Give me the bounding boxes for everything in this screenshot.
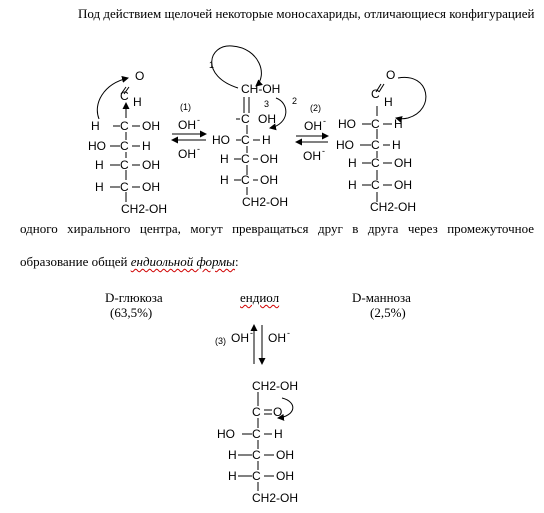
svg-text:H: H: [220, 152, 229, 166]
svg-text:HO: HO: [336, 138, 354, 152]
enediol-form-term: ендиольной формы: [130, 254, 235, 269]
svg-text:O: O: [386, 68, 396, 82]
svg-text:H: H: [392, 138, 401, 152]
svg-text:H: H: [95, 158, 104, 172]
svg-text:OH: OH: [304, 119, 322, 133]
svg-text:C: C: [371, 156, 380, 170]
svg-text:H: H: [394, 117, 403, 131]
svg-text:(1): (1): [180, 102, 191, 112]
svg-text:H: H: [91, 119, 100, 133]
svg-text:H: H: [262, 133, 271, 147]
svg-text:OH: OH: [178, 147, 196, 161]
enediol-name: ендиол: [240, 290, 280, 305]
equilibrium-arrows-3: [254, 325, 262, 364]
mannose-name: D-манноза: [352, 290, 411, 305]
svg-text:-: -: [287, 328, 290, 338]
svg-text:C: C: [120, 89, 129, 103]
svg-text:C: C: [241, 133, 250, 147]
svg-text:HO: HO: [88, 139, 106, 153]
svg-text:O: O: [135, 69, 145, 83]
reagents-3: [215, 328, 290, 346]
svg-text:H: H: [133, 95, 142, 109]
svg-text:H: H: [228, 469, 237, 483]
reagents-1: [178, 102, 200, 161]
svg-text:C: C: [120, 180, 129, 194]
svg-text:C: C: [371, 117, 380, 131]
equilibrium-arrows-1: [172, 134, 206, 140]
svg-text:C: C: [241, 173, 250, 187]
svg-text:OH: OH: [303, 149, 321, 163]
svg-text:CH-OH: CH-OH: [241, 82, 281, 96]
paragraph-line-1: Под действием щелочей некоторые моносахариды, отличающиеся конфигурацией: [78, 6, 535, 21]
svg-text:H: H: [95, 180, 104, 194]
reagents-2: [303, 103, 326, 163]
svg-text:CH2-OH: CH2-OH: [370, 200, 417, 214]
svg-text:O: O: [273, 405, 283, 419]
paragraph-line-2-text: одного хирального центра, могут превращаться друг в друга через промежуточное: [20, 221, 534, 236]
svg-text:-: -: [250, 328, 253, 338]
svg-text:C: C: [371, 178, 380, 192]
svg-text:C: C: [252, 448, 261, 462]
svg-text:H: H: [228, 448, 237, 462]
svg-text:C: C: [252, 427, 261, 441]
equilibrium-arrows-2: [296, 136, 328, 142]
svg-text:1: 1: [209, 60, 215, 70]
svg-text:C: C: [252, 405, 261, 419]
svg-text:2: 2: [292, 96, 298, 106]
svg-text:C: C: [120, 119, 129, 133]
svg-text:OH: OH: [276, 448, 294, 462]
line3-start: образование общей: [20, 254, 131, 269]
svg-text:OH: OH: [258, 112, 276, 126]
svg-text:H: H: [142, 139, 151, 153]
svg-text:C: C: [241, 112, 250, 126]
svg-text:C: C: [120, 158, 129, 172]
svg-text:-: -: [197, 144, 200, 154]
svg-text:CH2-OH: CH2-OH: [242, 195, 289, 209]
svg-text:C: C: [120, 139, 129, 153]
line3-end: :: [235, 254, 239, 269]
svg-text:H: H: [348, 156, 357, 170]
svg-text:(3): (3): [215, 336, 226, 346]
glucose-percent: (63,5%): [110, 305, 153, 320]
svg-text:H: H: [220, 173, 229, 187]
mannose-percent: (2,5%): [370, 305, 406, 320]
glucose-labels: [88, 69, 167, 216]
svg-text:C: C: [371, 87, 380, 101]
svg-text:(2): (2): [310, 103, 321, 113]
svg-text:OH: OH: [394, 178, 412, 192]
svg-text:-: -: [323, 116, 326, 126]
svg-text:OH: OH: [142, 119, 160, 133]
svg-text:H: H: [274, 427, 283, 441]
svg-text:HO: HO: [217, 427, 235, 441]
svg-text:H: H: [348, 178, 357, 192]
svg-text:HO: HO: [338, 117, 356, 131]
svg-text:CH2-OH: CH2-OH: [121, 202, 168, 216]
svg-text:-: -: [322, 146, 325, 156]
svg-text:OH: OH: [276, 469, 294, 483]
svg-text:OH: OH: [142, 180, 160, 194]
mannose-labels: [336, 68, 416, 214]
glucose-name: D-глюкоза: [105, 290, 163, 305]
svg-text:3: 3: [264, 99, 270, 109]
svg-text:OH: OH: [268, 331, 286, 345]
svg-text:C: C: [241, 152, 250, 166]
svg-text:OH: OH: [142, 158, 160, 172]
svg-text:OH: OH: [260, 152, 278, 166]
svg-text:OH: OH: [231, 331, 249, 345]
svg-text:HO: HO: [212, 133, 230, 147]
svg-text:C: C: [252, 469, 261, 483]
svg-text:C: C: [371, 138, 380, 152]
svg-text:H: H: [384, 95, 393, 109]
svg-text:OH: OH: [394, 156, 412, 170]
svg-text:OH: OH: [178, 118, 196, 132]
svg-text:OH: OH: [260, 173, 278, 187]
svg-text:CH2-OH: CH2-OH: [252, 379, 299, 393]
svg-text:-: -: [197, 115, 200, 125]
enediol-labels: [209, 60, 297, 209]
svg-text:CH2-OH: CH2-OH: [252, 491, 299, 505]
